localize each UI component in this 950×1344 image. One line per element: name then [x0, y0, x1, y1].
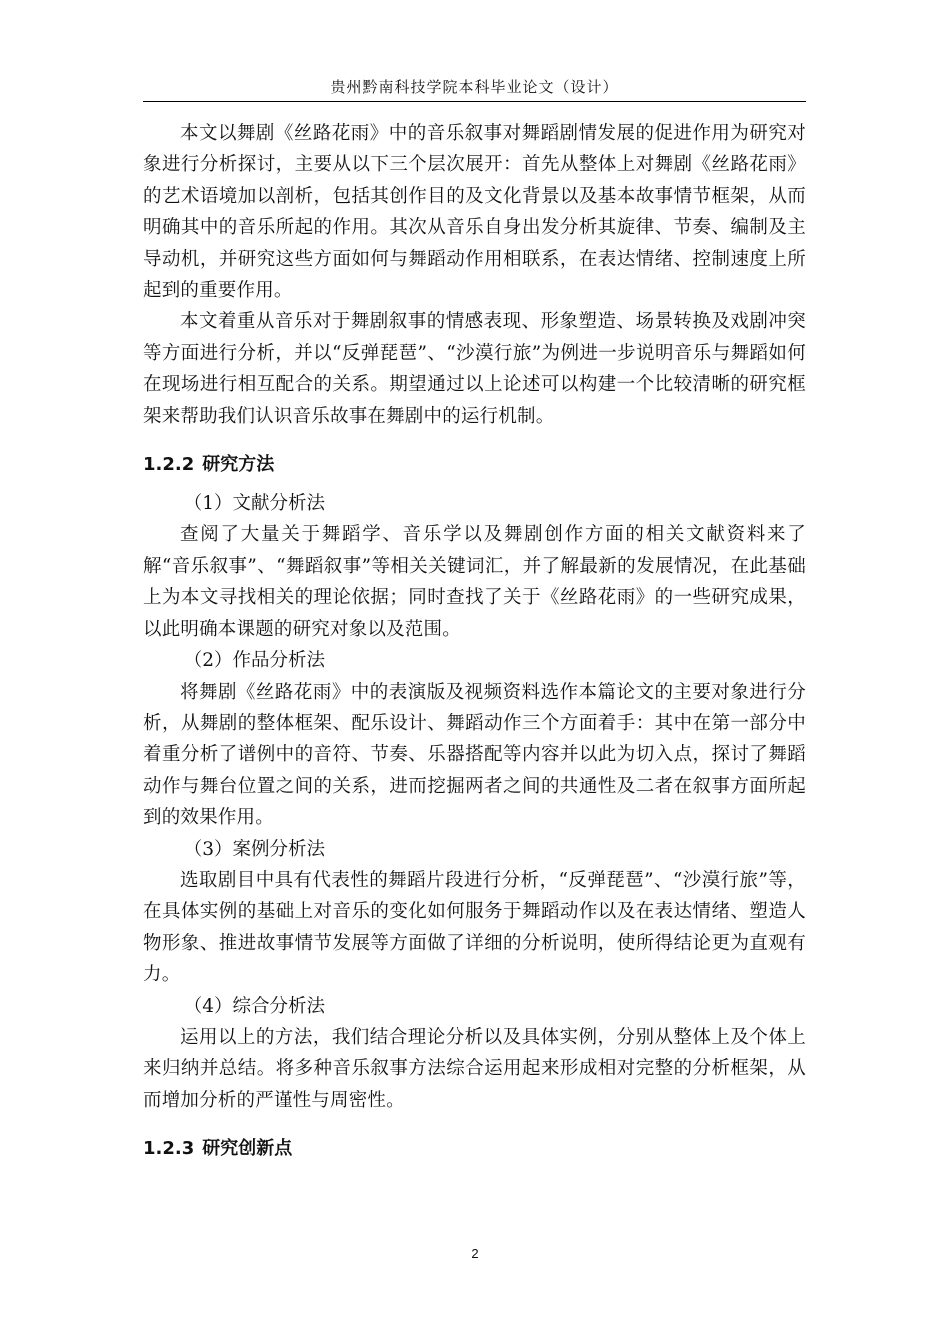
- page-body: [143, 118, 806, 1164]
- running-header-title: 贵州黔南科技学院本科毕业论文（设计）: [330, 78, 619, 96]
- intro-paragraph-1: 本文以舞剧《丝路花雨》中的音乐叙事对舞蹈剧情发展的促进作用为研究对象进行分析探讨，主要从以下三个层次展开：首先从整体上对舞剧《丝路花雨》的艺术语境加以剖析，包括其创作目的及文化背景以及基本故事情节框架，从而明确其中的音乐所起的作用。其次从音乐自身出发分析其旋律、节奏、编制及主导动机，并研究这些方面如何与舞蹈动作用相联系，在表达情绪、控制速度上所起到的重要作用。: [143, 123, 806, 302]
- method-text-case-study: 选取剧目中具有代表性的舞蹈片段进行分析，“反弹琵琶”、“沙漠行旅”等，在具体实例的基础上对音乐的变化如何服务于舞蹈动作以及在表达情绪、塑造人物形象、推进故事情节发展等方面做了详细的分析说明，使所得结论更为直观有力。: [143, 869, 806, 986]
- section-heading-1-2-3: [143, 1134, 806, 1164]
- running-header: [143, 72, 806, 102]
- method-label-literature: （1）文献分析法: [183, 493, 325, 515]
- method-label-case-study: （3）案例分析法: [183, 838, 325, 860]
- section-heading-1-2-2: [143, 450, 806, 480]
- method-text-comprehensive: 运用以上的方法，我们结合理论分析以及具体实例，分别从整体上及个体上来归纳并总结。将多种音乐叙事方法综合运用起来形成相对完整的分析框架，从而增加分析的严谨性与周密性。: [143, 1026, 806, 1111]
- method-text-literature: 查阅了大量关于舞蹈学、音乐学以及舞剧创作方面的相关文献资料来了解“音乐叙事”、“舞蹈叙事”等相关关键词汇，并了解最新的发展情况，在此基础上为本文寻找相关的理论依据；同时查找了关于《丝路花雨》的一些研究成果，以此明确本课题的研究对象以及范围。: [143, 524, 806, 640]
- intro-paragraph-2: 本文着重从音乐对于舞剧叙事的情感表现、形象塑造、场景转换及戏剧冲突等方面进行分析，并以“反弹琵琶”、“沙漠行旅”为例进一步说明音乐与舞蹈如何在现场进行相互配合的关系。期望通过以上论述可以构建一个比较清晰的研究框架来帮助我们认识音乐故事在舞剧中的运行机制。: [143, 311, 806, 427]
- method-label-work-analysis: （2）作品分析法: [183, 650, 325, 672]
- section-number: 1.2.2: [143, 454, 195, 476]
- section-title: 研究方法: [202, 454, 275, 476]
- section-number: 1.2.3: [143, 1138, 195, 1160]
- page-number: 2: [471, 1246, 479, 1261]
- method-text-work-analysis: 将舞剧《丝路花雨》中的表演版及视频资料选作本篇论文的主要对象进行分析，从舞剧的整体框架、配乐设计、舞蹈动作三个方面着手：其中在第一部分中着重分析了谱例中的音符、节奏、乐器搭配等内容并以此为切入点，探讨了舞蹈动作与舞台位置之间的关系，进而挖掘两者之间的共通性及二者在叙事方面所起到的效果作用。: [143, 681, 806, 829]
- section-title: 研究创新点: [202, 1138, 293, 1160]
- method-label-comprehensive: （4）综合分析法: [183, 995, 325, 1017]
